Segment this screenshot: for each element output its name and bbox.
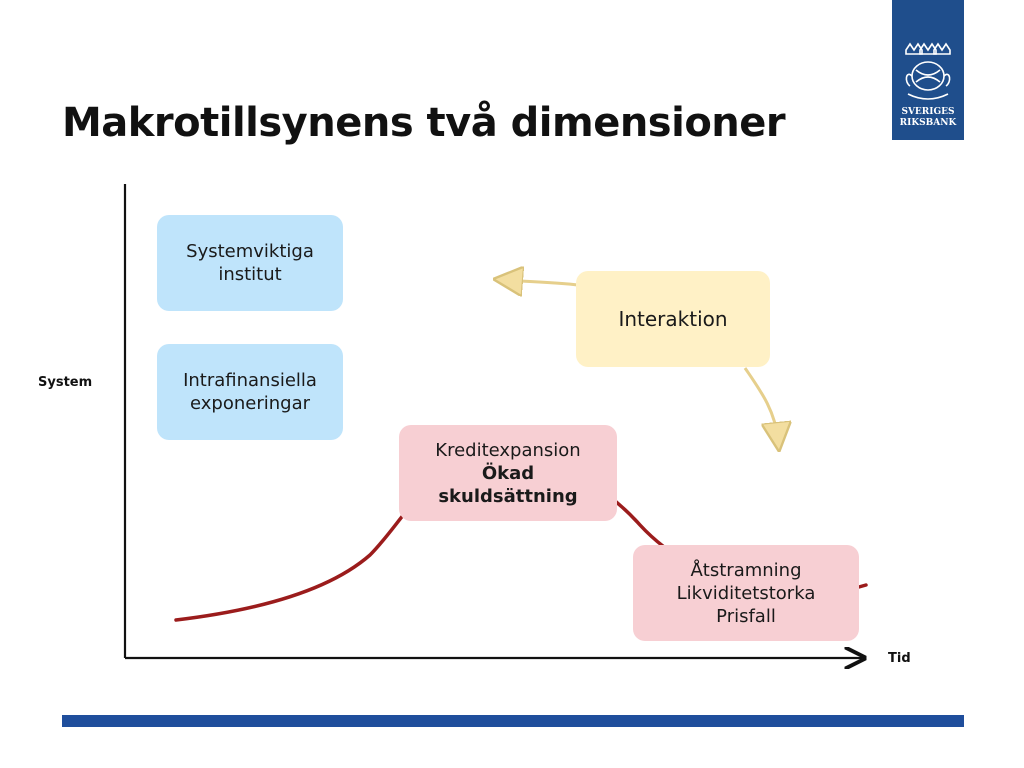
box-intrafinansiella-exponeringar — [157, 344, 343, 440]
logo-text-line1: SVERIGES — [901, 107, 955, 117]
box-systemviktiga-line1: Systemviktiga — [186, 241, 314, 262]
box-kredit-line1: Kreditexpansion — [435, 439, 581, 461]
box-kredit-line2: Ökad — [481, 462, 535, 484]
box-systemviktiga-line2: institut — [218, 264, 282, 285]
y-axis-label: System — [38, 375, 93, 390]
box-systemviktiga-institut — [157, 215, 343, 311]
box-intrafinansiella-line1: Intrafinansiella — [183, 370, 317, 391]
interaction-arrow-down — [745, 368, 778, 440]
box-atstramning — [633, 545, 859, 641]
box-interaktion — [576, 271, 770, 367]
page-title: Makrotillsynens två dimensioner — [62, 100, 786, 146]
footer-bar — [62, 715, 964, 727]
box-intrafinansiella-line2: exponeringar — [190, 393, 310, 414]
interaction-arrow-left — [505, 280, 585, 286]
box-interaktion-label: Interaktion — [618, 306, 728, 331]
box-kredit-line3: skuldsättning — [438, 485, 578, 507]
logo-text-line2: RIKSBANK — [899, 118, 957, 128]
box-atstramning-line2: Likviditetstorka — [676, 582, 816, 604]
box-atstramning-line3: Prisfall — [716, 605, 776, 627]
box-atstramning-line1: Åtstramning — [690, 559, 802, 581]
x-axis-label: Tid — [888, 651, 911, 666]
box-kreditexpansion — [399, 425, 617, 521]
